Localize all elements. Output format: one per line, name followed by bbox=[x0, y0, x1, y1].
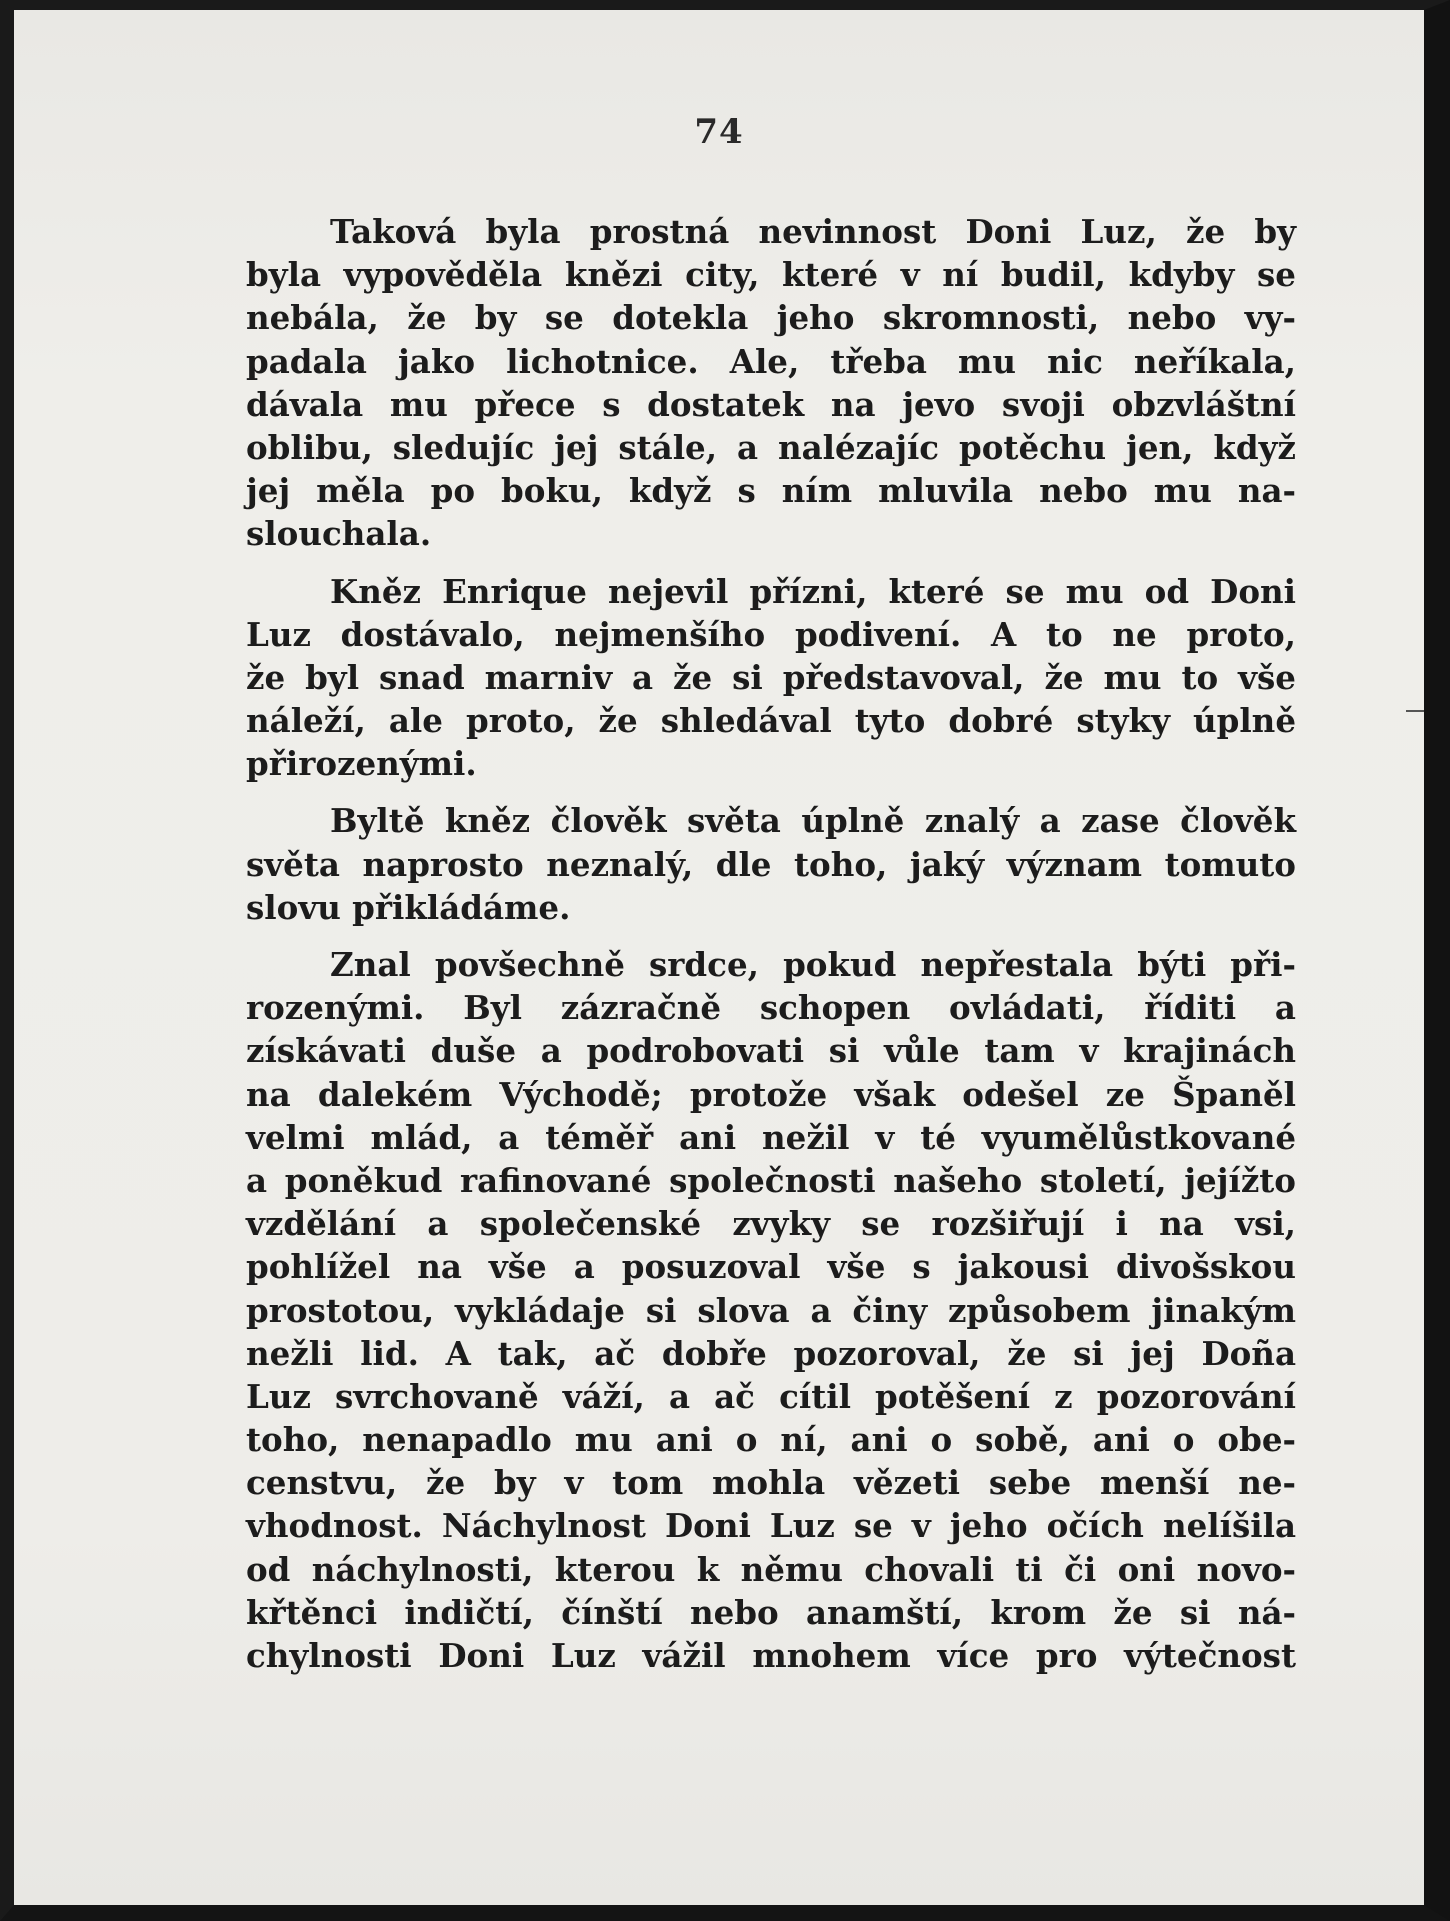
text-line: a poněkud rafinované společnosti našeho století, jejížto bbox=[246, 1160, 1296, 1200]
text-line: vzdělání a společenské zvyky se rozšiřují i na vsi, bbox=[246, 1204, 1296, 1244]
text-line: dávala mu přece s dostatek na jevo svoji obzvláštní bbox=[246, 384, 1296, 424]
text-line: Taková byla prostná nevinnost Doni Luz, že by bbox=[330, 212, 1296, 251]
text-line: světa naprosto neznalý, dle toho, jaký význam tomuto bbox=[246, 844, 1296, 884]
text-line: získávati duše a podrobovati si vůle tam v krajinách bbox=[246, 1031, 1296, 1071]
text-line: padala jako lichotnice. Ale, třeba mu nic neříkala, bbox=[246, 341, 1296, 381]
text-line: rozenými. Byl zázračně schopen ovládati, říditi a bbox=[246, 988, 1296, 1028]
text-line: pohlížel na vše a posuzoval vše s jakousi divošskou bbox=[246, 1247, 1296, 1287]
paragraph-3 bbox=[246, 799, 1296, 929]
text-line: slovu přikládáme. bbox=[246, 887, 571, 927]
book-page bbox=[14, 10, 1424, 1905]
text-line: náleží, ale proto, že shledával tyto dobré styky úplně bbox=[246, 701, 1296, 741]
text-line: nežli lid. A tak, ač dobře pozoroval, že si jej Doña bbox=[246, 1333, 1296, 1373]
text-line: Luz dostávalo, nejmenšího podivení. A to ne proto, bbox=[246, 614, 1296, 654]
text-line: na dalekém Východě; protože však odešel ze Španěl bbox=[246, 1074, 1296, 1114]
text-line: křtěnci indičtí, čínští nebo anamští, krom že si ná- bbox=[246, 1592, 1296, 1632]
text-line: jej měla po boku, když s ním mluvila nebo mu na- bbox=[246, 471, 1296, 511]
text-line: od náchylnosti, kterou k němu chovali ti či oni novo- bbox=[246, 1549, 1296, 1589]
paragraph-2 bbox=[246, 570, 1296, 786]
text-line: toho, nenapadlo mu ani o ní, ani o sobě, ani o obe- bbox=[246, 1420, 1296, 1460]
text-line: slouchala. bbox=[246, 514, 432, 554]
paragraph-4 bbox=[246, 943, 1296, 1677]
page-number: 74 bbox=[694, 112, 744, 152]
text-line: censtvu, že by v tom mohla vězeti sebe menší ne- bbox=[246, 1463, 1296, 1503]
margin-mark bbox=[1406, 710, 1424, 712]
text-line: prostotou, vykládaje si slova a činy způsobem jinakým bbox=[246, 1290, 1296, 1330]
paragraph-1 bbox=[246, 210, 1296, 556]
text-line: že byl snad marniv a že si představoval, že mu to vše bbox=[246, 657, 1296, 697]
text-line: nebála, že by se dotekla jeho skromnosti, nebo vy- bbox=[246, 298, 1296, 338]
text-line: Znal povšechně srdce, pokud nepřestala býti při- bbox=[330, 945, 1296, 984]
body-text bbox=[246, 210, 1296, 1691]
text-line: Luz svrchovaně váží, a ač cítil potěšení z pozorování bbox=[246, 1376, 1296, 1416]
text-line: Kněz Enrique nejevil přízni, které se mu od Doni bbox=[330, 571, 1296, 611]
text-line: byla vypověděla knězi city, které v ní budil, kdyby se bbox=[246, 255, 1296, 295]
text-line: přirozenými. bbox=[246, 744, 477, 784]
text-line: oblibu, sledujíc jej stále, a nalézajíc potěchu jen, když bbox=[246, 427, 1296, 467]
text-line: chylnosti Doni Luz vážil mnohem více pro výtečnost bbox=[246, 1636, 1296, 1675]
text-line: velmi mlád, a téměř ani nežil v té vyumělůstkované bbox=[246, 1117, 1296, 1157]
text-line: Byltě kněz člověk světa úplně znalý a zase člověk bbox=[330, 801, 1296, 841]
text-line: vhodnost. Náchylnost Doni Luz se v jeho očích nelíšila bbox=[246, 1506, 1296, 1546]
